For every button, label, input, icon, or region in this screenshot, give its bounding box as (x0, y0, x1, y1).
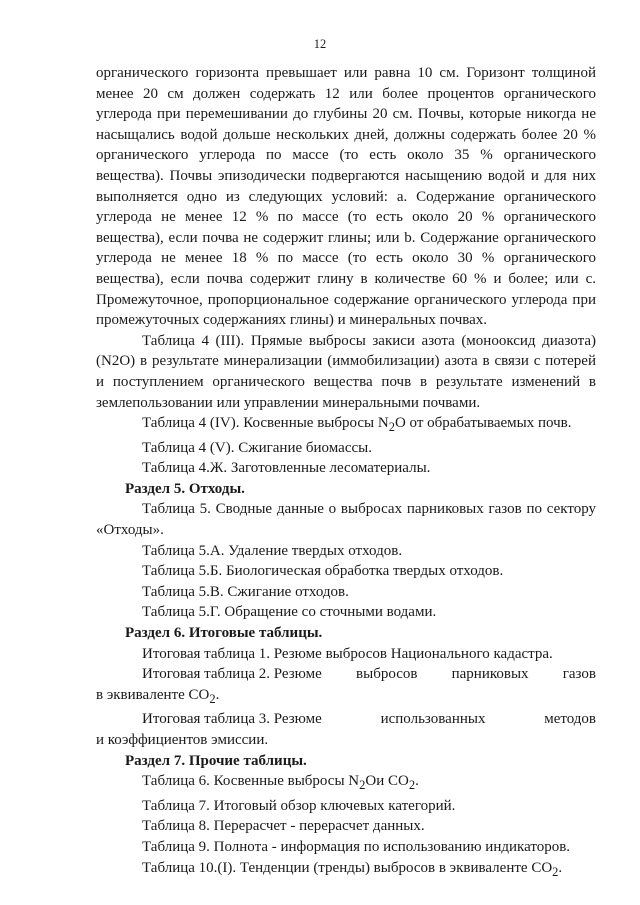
paragraph-histosol-criteria: органического горизонта превышает или равна 10 см. Горизонт толщиной менее 20 см должен содержать 12 или более процентов органического углерода при перемешивании до глубины 20 см. Почвы, которые никогда не насыщались водой дольше нескольких дней, должны содержать более 20 % органического углерода по массе (то есть около 35 % органического вещества). Почвы эпизодически подвергаются насыщению водой и для них выполняется одно из следующих условий: а. Содержание органического углерода не менее 12 % по массе (то есть около 20 % органического вещества), если почва не содержит глины; или b. Содержание органического углерода не менее 18 % по массе (то есть около 30 % органического вещества), если почва содержит глину в количестве 60 % и более; или с. Промежуточное, пропорциональное содержание органического углерода при промежуточных содержаниях глины) и минеральных почвах. (96, 65, 596, 329)
table-8-entry: Таблица 8. Перерасчет - перерасчет данных. (142, 818, 425, 835)
section-6-heading: Раздел 6. Итоговые таблицы. (125, 625, 323, 642)
table-4-iii-entry: Таблица 4 (III). Прямые выбросы закиси азота (монооксид диазота) (N2O) в результате минерализации (иммобилизации) азота в связи с потерей и поступлением органического вещества почв в результате изменений в землепользовании или управлении минеральными почвами. (96, 332, 596, 411)
summary-table-3-entry: Итоговая таблица 3. Резюме использованных методов (142, 711, 596, 728)
section-7-heading: Раздел 7. Прочие таблицы. (125, 752, 307, 769)
table-7-entry: Таблица 7. Итоговый обзор ключевых категорий. (142, 797, 456, 814)
summary-table-1-entry: Итоговая таблица 1. Резюме выбросов Национального кадастра. (142, 645, 553, 662)
summary-table-3-continuation: и коэффициентов эмиссии. (96, 732, 269, 748)
section-5-heading: Раздел 5. Отходы. (125, 480, 245, 497)
summary-table-2-continuation: в эквиваленте $CO_2$. (96, 686, 220, 706)
table-6-entry: Таблица 6. Косвенные выбросы $N_2Oи$ $CO_2$. (142, 773, 419, 793)
page-number: 12 (313, 37, 327, 51)
table-5g-entry: Таблица 5.Г. Обращение со сточными водами. (142, 604, 437, 621)
table-5v-entry: Таблица 5.В. Сжигание отходов. (142, 583, 349, 600)
table-4-iv-entry: Таблица 4 (IV). Косвенные выбросы $N_2O$ от обрабатываемых почв. (142, 415, 572, 435)
table-10-i-entry: Таблица 10.(I). Тенденции (тренды) выбросов в эквиваленте $CO_2$. (142, 859, 563, 879)
table-5b-entry: Таблица 5.Б. Биологическая обработка твердых отходов. (142, 563, 504, 580)
table-4-v-entry: Таблица 4 (V). Сжигание биомассы. (142, 439, 372, 456)
table-4-zh-entry: Таблица 4.Ж. Заготовленные лесоматериалы. (142, 460, 431, 477)
summary-table-2-entry: Итоговая таблица 2. Резюме выбросов парниковых газов (142, 666, 596, 683)
table-5-summary-entry: Таблица 5. Сводные данные о выбросах парниковых газов по сектору «Отходы». (96, 501, 596, 539)
table-9-entry: Таблица 9. Полнота - информация по использованию индикаторов. (142, 838, 571, 855)
document-body (96, 63, 596, 882)
table-5a-entry: Таблица 5.А. Удаление твердых отходов. (142, 542, 403, 559)
